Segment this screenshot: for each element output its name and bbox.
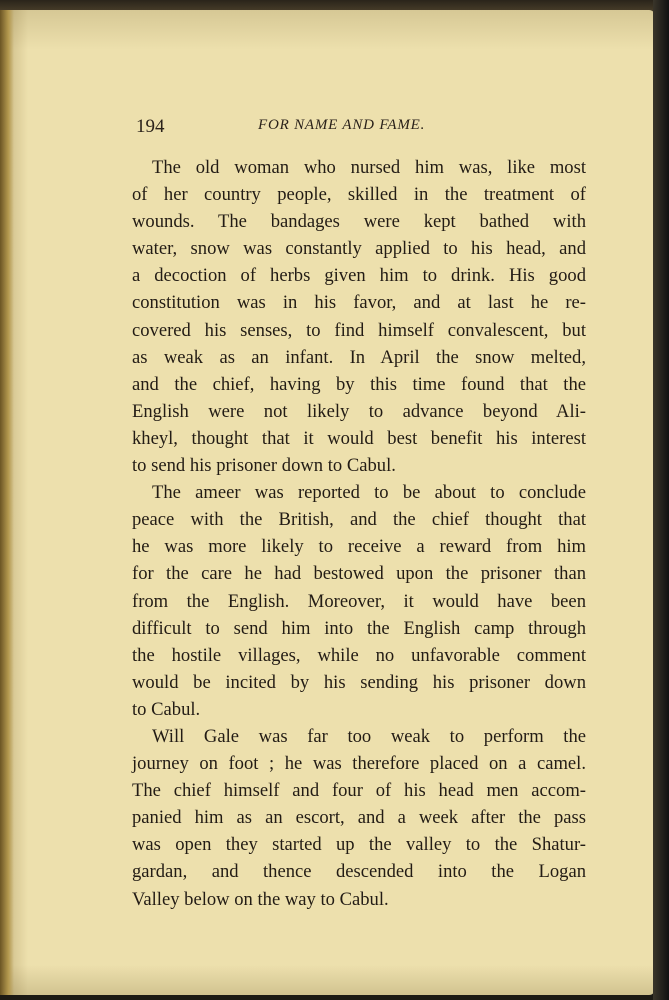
text-line: he was more likely to receive a reward from him	[132, 536, 586, 558]
text-line: a decoction of herbs given him to drink. His good	[132, 265, 586, 287]
text-line: difficult to send him into the English camp through	[132, 617, 586, 639]
text-line: Valley below on the way to Cabul.	[132, 888, 389, 910]
text-line: to send his prisoner down to Cabul.	[132, 455, 396, 477]
text-line: was open they started up the valley to the Shatur-	[132, 834, 586, 856]
text-line: Will Gale was far too weak to perform the	[152, 725, 586, 747]
text-line: The ameer was reported to be about to conclude	[152, 482, 586, 504]
running-title: FOR NAME AND FAME.	[258, 117, 426, 133]
text-line: The old woman who nursed him was, like most	[152, 157, 586, 178]
text-line: journey on foot ; he was therefore placed on a camel.	[132, 753, 586, 775]
page-number: 194	[136, 116, 165, 137]
text-line: for the care he had bestowed upon the prisoner than	[132, 563, 586, 585]
page-header	[136, 116, 576, 140]
body-text	[132, 154, 586, 913]
page-gutter-shadow	[0, 10, 14, 995]
text-line: kheyl, thought that it would best benefit his interest	[132, 427, 586, 449]
text-line: English were not likely to advance beyond Ali-	[132, 400, 586, 422]
text-line: wounds. The bandages were kept bathed with	[132, 211, 586, 233]
text-line: of her country people, skilled in the treatment of	[132, 184, 586, 206]
text-line: and the chief, having by this time found that the	[132, 373, 586, 395]
text-line: peace with the British, and the chief thought that	[132, 509, 586, 531]
text-line: to Cabul.	[132, 698, 201, 720]
text-line: panied him as an escort, and a week after the pass	[132, 807, 586, 829]
scan-right-edge	[653, 0, 669, 1000]
text-line: as weak as an infant. In April the snow melted,	[132, 346, 586, 368]
text-line: covered his senses, to find himself convalescent, but	[132, 319, 586, 341]
text-line: gardan, and thence descended into the Logan	[132, 861, 586, 883]
text-line: The chief himself and four of his head men accom-	[132, 780, 586, 802]
text-line: constitution was in his favor, and at last he re-	[132, 292, 586, 314]
text-line: from the English. Moreover, it would have been	[132, 590, 586, 612]
text-line: water, snow was constantly applied to his head, and	[132, 238, 586, 260]
text-line: would be incited by his sending his prisoner down	[132, 671, 586, 693]
text-line: the hostile villages, while no unfavorable comment	[132, 644, 586, 666]
